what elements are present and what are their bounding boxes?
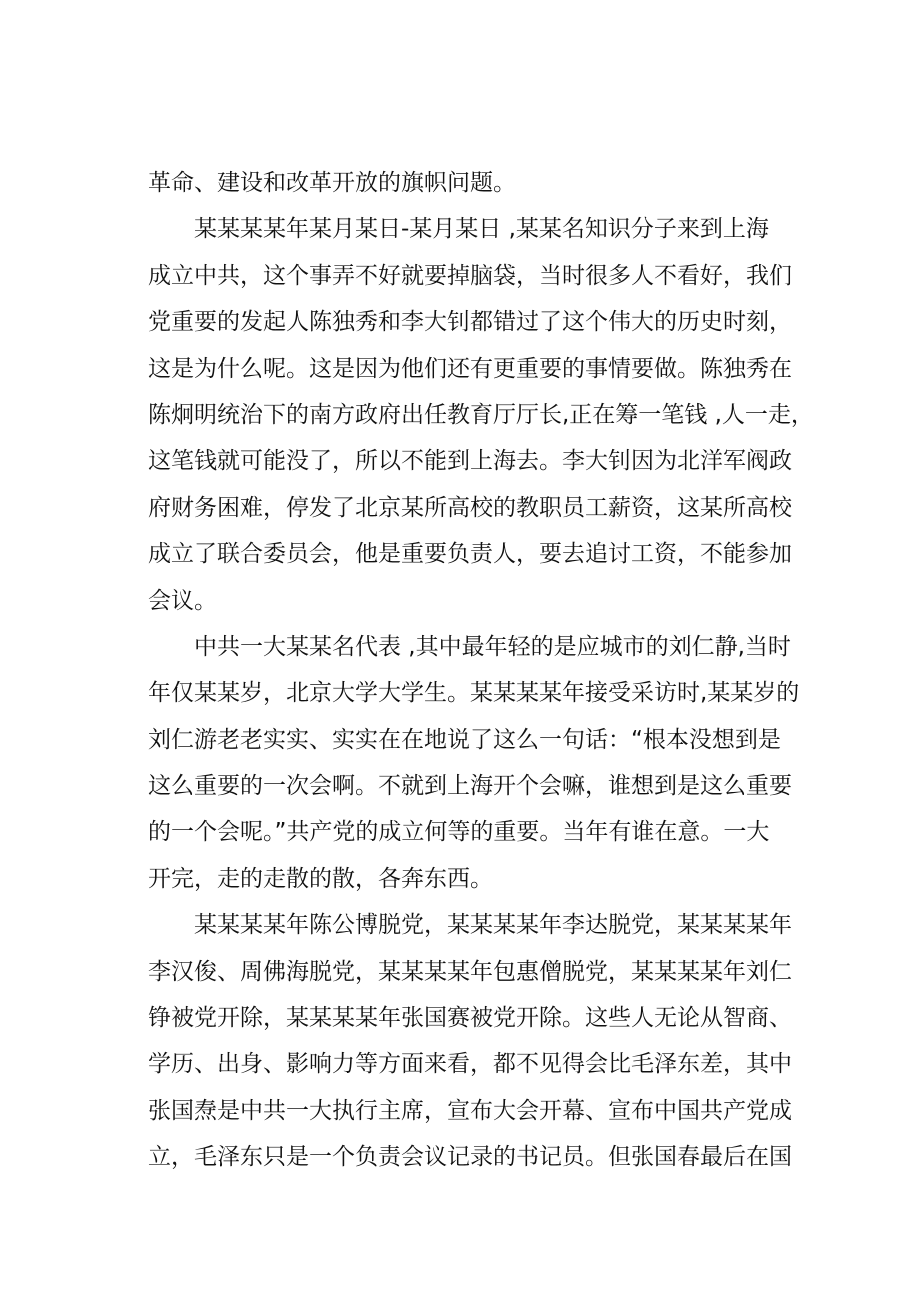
text-line: 某某某某年某月某日-某月某日 ,某某名知识分子来到上海 <box>148 216 769 243</box>
text-line: 这笔钱就可能没了，所以不能到上海去。李大钊因为北洋军阀政 <box>148 448 792 475</box>
text-line: 成立了联合委员会，他是重要负责人，要去追讨工资，不能参加 <box>148 541 792 568</box>
text-line: 李汉俊、周佛海脱党，某某某某年包惠僧脱党，某某某某年刘仁 <box>148 958 792 985</box>
text-line: 铮被党开除，某某某某年张国赛被党开除。这些人无论从智商、 <box>148 1005 792 1032</box>
text-line: 的一个会呢。”共产党的成立何等的重要。当年有谁在意。一大 <box>148 819 770 846</box>
text-line: 中共一大某某名代表 ,其中最年轻的是应城市的刘仁静,当时 <box>148 633 791 660</box>
text-line: 革命、建设和改革开放的旗帜问题。 <box>148 170 516 196</box>
text-line: 刘仁游老老实实、实实在在地说了这么一句话：“根本没想到是 <box>148 726 781 753</box>
body-text <box>148 160 814 1181</box>
text-line: 党重要的发起人陈独秀和李大钊都错过了这个伟大的历史时刻， <box>148 309 792 336</box>
text-line: 府财务困难，停发了北京某所高校的教职员工薪资，这某所高校 <box>148 494 792 521</box>
text-line: 学历、出身、影响力等方面来看，都不见得会比毛泽东差，其中 <box>148 1051 792 1078</box>
text-line: 年仅某某岁，北京大学大学生。某某某某年接受采访时,某某岁的 <box>148 680 800 707</box>
text-line: 张国焘是中共一大执行主席，宣布大会开幕、宣布中国共产党成 <box>148 1097 792 1124</box>
text-line: 立，毛泽东只是一个负责会议记录的书记员。但张国春最后在国 <box>148 1144 792 1171</box>
text-line: 开完，走的走散的散，各奔东西。 <box>148 865 493 892</box>
text-line: 这么重要的一次会啊。不就到上海开个会嘛，谁想到是这么重要 <box>148 773 792 800</box>
text-line: 成立中共，这个事弄不好就要掉脑袋，当时很多人不看好，我们 <box>148 262 792 289</box>
text-line: 会议。 <box>148 587 217 614</box>
text-line: 某某某某年陈公博脱党，某某某某年李达脱党，某某某某年 <box>148 912 792 939</box>
text-line: 这是为什么呢。这是因为他们还有更重要的事情要做。陈独秀在 <box>148 355 792 382</box>
text-line: 陈炯明统治下的南方政府出任教育厅厅长,正在筹一笔钱 ,人一走， <box>148 401 814 428</box>
